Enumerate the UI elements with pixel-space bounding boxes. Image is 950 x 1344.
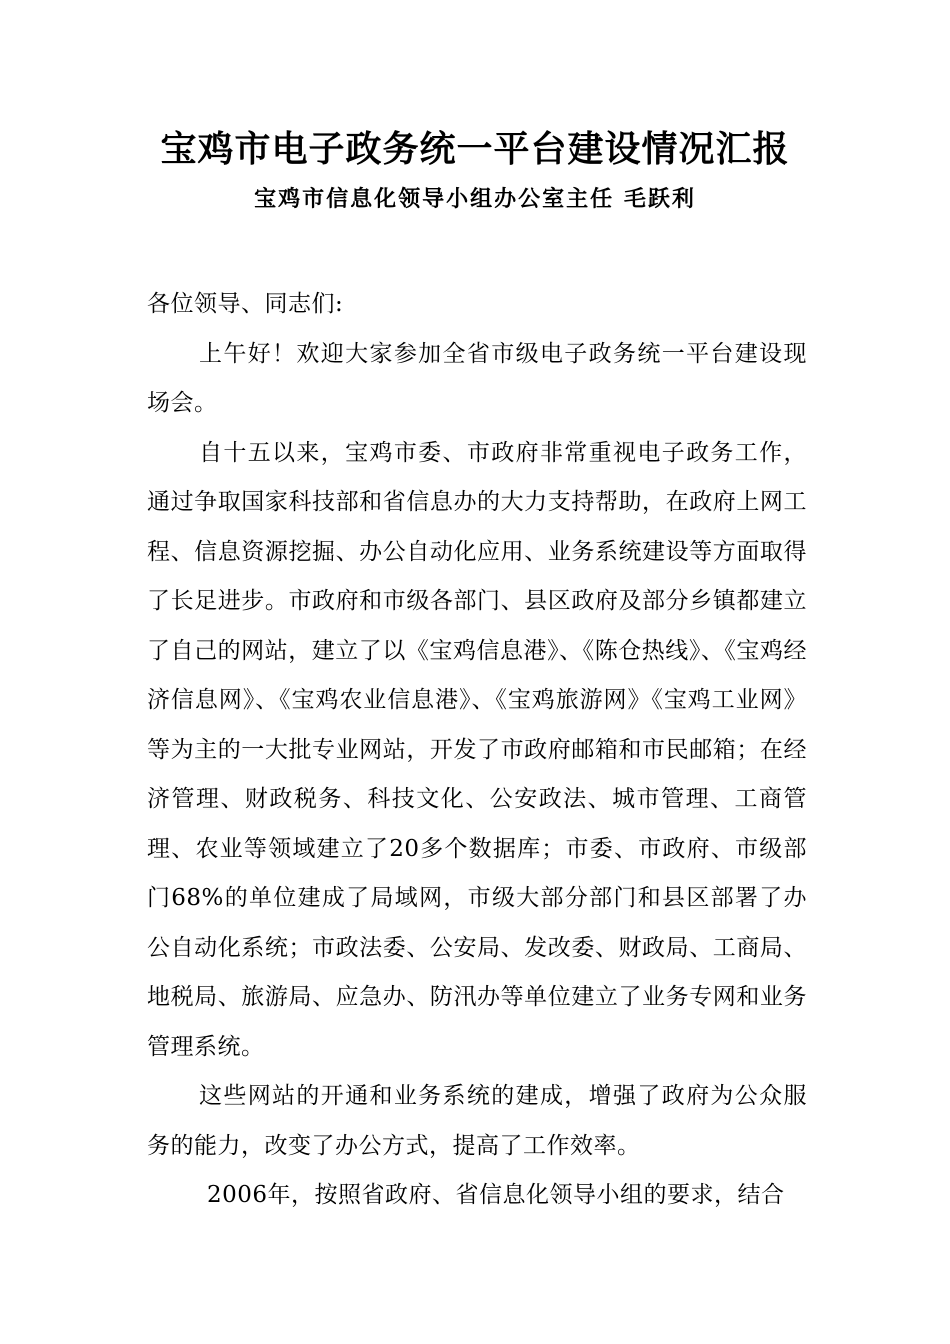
paragraph-impact: 这些网站的开通和业务系统的建成，增强了政府为公众服务的能力，改变了办公方式，提高了工作效率。 [147,1083,807,1159]
document-title: 宝鸡市电子政务统一平台建设情况汇报 [160,128,790,170]
paragraph-achievements: 自十五以来，宝鸡市委、市政府非常重视电子政务工作，通过争取国家科技部和省信息办的大力支持帮助，在政府上网工程、信息资源挖掘、办公自动化应用、业务系统建设等方面取得了长足进步。市政府和市级各部门、县区政府及部分乡镇都建立了自己的网站，建立了以《宝鸡信息港》、《陈仓热线》、《宝鸡经济信息网》、《宝鸡农业信息港》、《宝鸡旅游网》《宝鸡工业网》等为主的一大批专业网站，开发了市政府邮箱和市民邮箱；在经济管理、财政税务、科技文化、公安政法、城市管理、工商管理、农业等领域建立了20多个数据库；市委、市政府、市级部门68%的单位建成了局域网，市级大部分部门和县区部署了办公自动化系统；市政法委、公安局、发改委、财政局、工商局、地税局、旅游局、应急办、防汛办等单位建立了业务专网和业务管理系统。 [147,439,807,1060]
salutation: 各位领导、同志们: [147,291,344,317]
paragraph-greeting: 上午好！欢迎大家参加全省市级电子政务统一平台建设现场会。 [147,340,807,416]
paragraph-2006: 2006年，按照省政府、省信息化领导小组的要求，结合 [207,1182,785,1208]
document-body [147,280,807,1221]
document-subtitle: 宝鸡市信息化领导小组办公室主任 毛跃利 [254,187,696,212]
